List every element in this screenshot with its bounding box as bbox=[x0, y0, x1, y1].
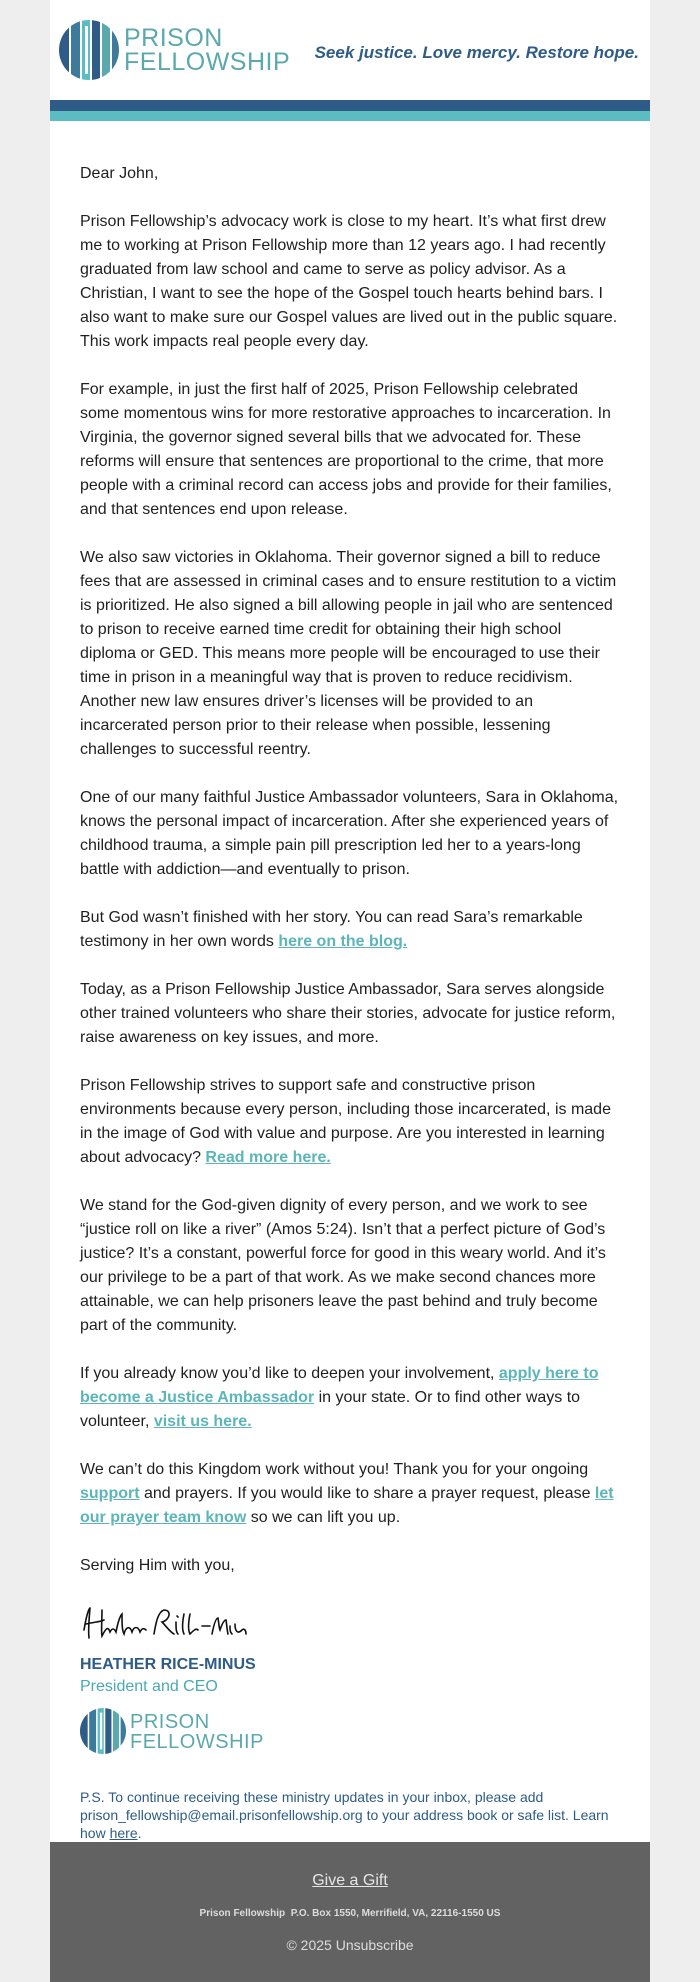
logo-wordmark bbox=[124, 26, 290, 74]
apply-ambassador-link[interactable]: apply here to become a Justice Ambassador bbox=[80, 1365, 599, 1406]
copyright-text: © 2025 bbox=[286, 1937, 332, 1953]
signer-name: HEATHER RICE-MINUS bbox=[80, 1656, 256, 1673]
address-text: P.O. Box 1550, Merrifield, VA, 22116-1550 US bbox=[290, 1908, 501, 1919]
header-band-navy bbox=[50, 100, 650, 111]
greeting: Dear John, bbox=[80, 165, 159, 182]
visit-us-link[interactable]: visit us here. bbox=[153, 1413, 252, 1430]
paragraph-10-text-c: so we can lift you up. bbox=[246, 1509, 401, 1526]
email-header bbox=[50, 0, 650, 100]
email-container bbox=[50, 0, 650, 1982]
paragraph-5 bbox=[80, 906, 620, 954]
paragraph-4: One of our many faithful Justice Ambassador volunteers, Sara in Oklahoma, knows the personal impact of incarceration. After she experienced years of childhood trauma, a simple pain pill prescription led her to a years-long battle with addiction—and eventually to prison. bbox=[80, 789, 619, 878]
give-a-gift-link[interactable]: Give a Gift bbox=[312, 1872, 388, 1889]
prison-fellowship-logo-icon-small bbox=[80, 1708, 126, 1754]
org-name: Prison Fellowship bbox=[199, 1908, 286, 1919]
paragraph-9-text-b: in your state. Or to find other ways to volunteer, bbox=[80, 1389, 581, 1430]
postscript-text: P.S. To continue receiving these ministry updates in your inbox, please add prison_fellowship@email.prisonfellowship.org to your address book or safe list. Learn how bbox=[80, 1789, 609, 1841]
paragraph-7-text: Prison Fellowship strives to support safe and constructive prison environments because every person, including those incarcerated, is made in the image of God with value and purpose. Are you interested in learning about advocacy? bbox=[80, 1077, 611, 1166]
postscript-end: . bbox=[137, 1825, 142, 1841]
read-more-link[interactable]: Read more here. bbox=[205, 1149, 331, 1166]
copyright-line bbox=[50, 1937, 650, 1953]
paragraph-2: For example, in just the first half of 2025, Prison Fellowship celebrated some momentous wins for more restorative approaches to incarceration. In Virginia, the governor signed several bills that we advocated for. These reforms will ensure that sentences are proportional to the crime, that more people with a criminal record can access jobs and provide for their families, and that sentences end upon release. bbox=[80, 381, 612, 518]
postscript bbox=[80, 1788, 620, 1842]
paragraph-7 bbox=[80, 1074, 620, 1170]
learn-how-link[interactable]: here bbox=[109, 1825, 138, 1841]
mailing-address bbox=[50, 1908, 650, 1919]
prison-fellowship-logo-icon bbox=[59, 20, 119, 80]
logo-line-2: FELLOWSHIP bbox=[124, 48, 291, 76]
paragraph-9-text-a: If you already know you’d like to deepen your involvement, bbox=[80, 1365, 499, 1382]
support-link[interactable]: support bbox=[80, 1485, 140, 1502]
footer-logo-line-2: FELLOWSHIP bbox=[130, 1731, 264, 1753]
logo-line-1: PRISON bbox=[124, 24, 223, 52]
paragraph-3: We also saw victories in Oklahoma. Their governor signed a bill to reduce fees that are assessed in criminal cases and to ensure restitution to a victim is prioritized. He also signed a bill allowing people in jail who are sentenced to prison to receive earned time credit for obtaining their high school diploma or GED. This means more people will be encouraged to use their time in prison in a meaningful way that is proven to reduce recidivism. Another new law ensures driver’s licenses will be provided to an incarcerated person prior to their release when possible, lessening challenges to successful reentry. bbox=[80, 549, 617, 758]
handwritten-signature bbox=[80, 1600, 250, 1648]
paragraph-10 bbox=[80, 1458, 620, 1530]
footer-logo bbox=[80, 1708, 620, 1762]
letter-body bbox=[80, 162, 620, 1842]
email-footer bbox=[50, 1842, 650, 1982]
paragraph-1: Prison Fellowship’s advocacy work is close to my heart. It’s what first drew me to working at Prison Fellowship more than 12 years ago. I had recently graduated from law school and came to serve as policy advisor. As a Christian, I want to see the hope of the Gospel touch hearts behind bars. I also want to make sure our Gospel values are lived out in the public square. This work impacts real people every day. bbox=[80, 213, 618, 350]
unsubscribe-link[interactable]: Unsubscribe bbox=[335, 1937, 414, 1953]
signer-title: President and CEO bbox=[80, 1678, 218, 1695]
header-band-teal bbox=[50, 111, 650, 121]
paragraph-6: Today, as a Prison Fellowship Justice Ambassador, Sara serves alongside other trained volunteers who share their stories, advocate for justice reform, raise awareness on key issues, and more. bbox=[80, 981, 616, 1046]
paragraph-10-text-b: and prayers. If you would like to share a prayer request, please bbox=[139, 1485, 595, 1502]
footer-logo-wordmark bbox=[130, 1712, 264, 1752]
paragraph-10-text-a: We can’t do this Kingdom work without you! Thank you for your ongoing bbox=[80, 1461, 589, 1478]
paragraph-5-text: But God wasn’t finished with her story. You can read Sara’s remarkable testimony in her own words bbox=[80, 909, 583, 950]
tagline: Seek justice. Love mercy. Restore hope. bbox=[314, 43, 639, 62]
prayer-team-link[interactable]: let our prayer team know bbox=[80, 1485, 614, 1526]
paragraph-8: We stand for the God-given dignity of every person, and we work to see “justice roll on like a river” (Amos 5:24). Isn’t that a perfect picture of God’s justice? It’s a constant, powerful force for good in this weary world. And it’s our privilege to be a part of that work. As we make second chances more attainable, we can help prisoners leave the past behind and truly become part of the community. bbox=[80, 1197, 606, 1334]
blog-link[interactable]: here on the blog. bbox=[278, 933, 408, 950]
paragraph-9 bbox=[80, 1362, 620, 1434]
footer-logo-line-1: PRISON bbox=[130, 1711, 210, 1733]
closing: Serving Him with you, bbox=[80, 1557, 235, 1574]
